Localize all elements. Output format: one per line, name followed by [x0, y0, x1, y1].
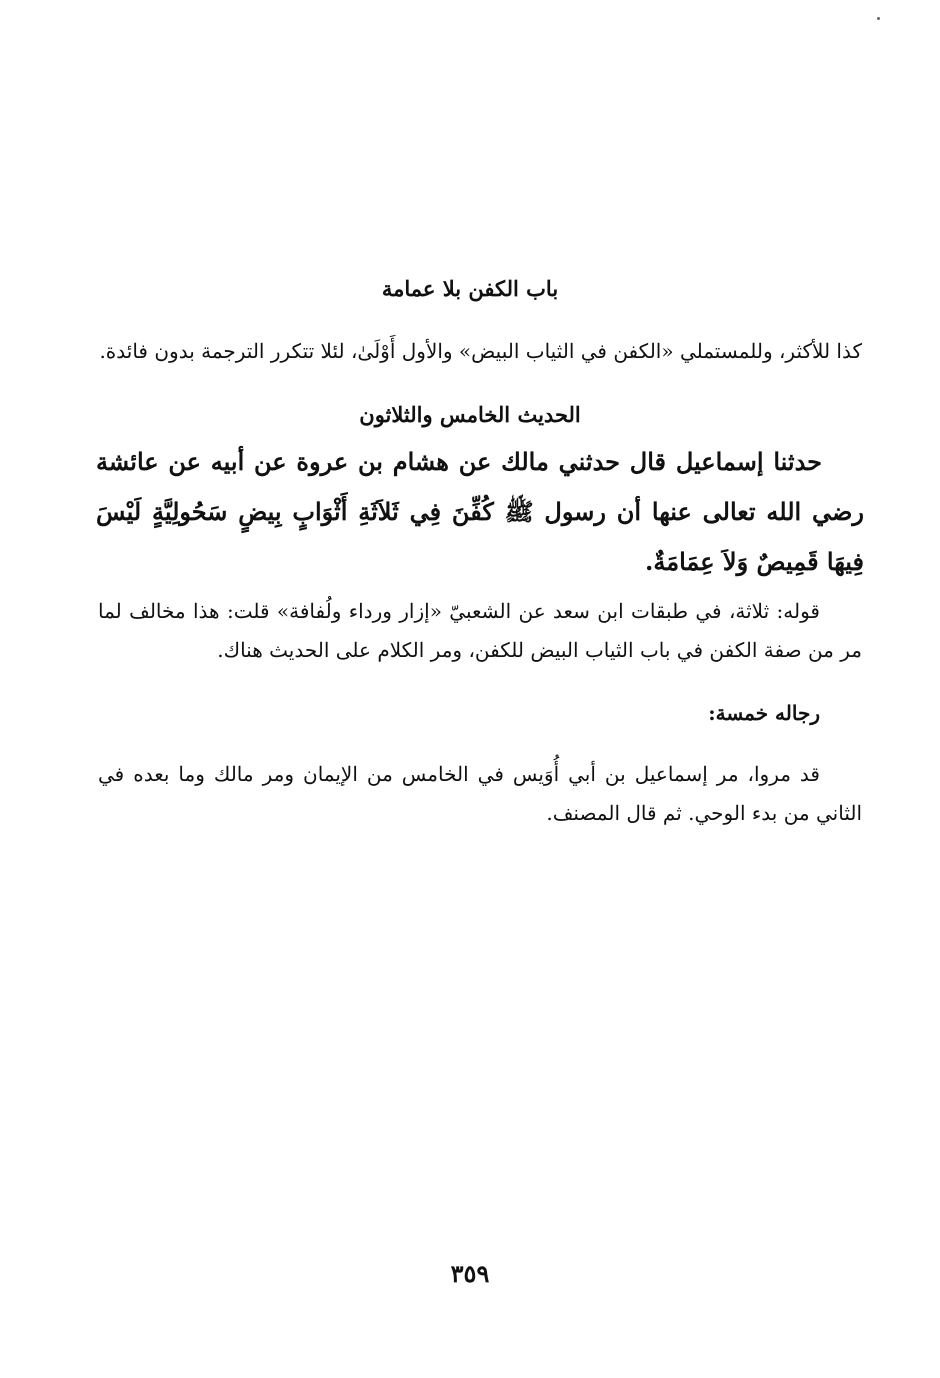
- chapter-title: باب الكفن بلا عمامة: [381, 276, 559, 301]
- narrators-paragraph: قد مروا، مر إسماعيل بن أبي أُوَيس في الخامس من الإيمان ومر مالك وما بعده في الثاني من بدء الوحي. ثم قال المصنف.: [98, 762, 862, 825]
- scan-speck: [877, 17, 880, 20]
- page-number: ٣٥٩: [450, 1259, 490, 1288]
- narrators-heading: رجاله خمسة:: [708, 701, 820, 725]
- intro-paragraph: كذا للأكثر، وللمستملي «الكفن في الثياب البيض» والأول أَوْلَىٰ، لئلا تتكرر الترجمة بدون فائدة.: [99, 339, 862, 363]
- hadith-text: حدثنا إسماعيل قال حدثني مالك عن هشام بن عروة عن أبيه عن عائشة رضي الله تعالى عنها أن رسول ﷺ كُفِّنَ فِي ثَلاَثَةِ أَثْوَابٍ بِيضٍ سَحُولِيَّةٍ لَيْسَ فِيهَا قَمِيصٌ وَلاَ عِمَامَةٌ.: [96, 447, 865, 576]
- hadith-heading: الحديث الخامس والثلاثون: [359, 402, 581, 427]
- commentary-paragraph: قوله: ثلاثة، في طبقات ابن سعد عن الشعبيّ «إزار ورداء ولُفافة» قلت: هذا مخالف لما مر من صفة الكفن في باب الثياب البيض للكفن، ومر الكلام على الحديث هناك.: [98, 599, 862, 662]
